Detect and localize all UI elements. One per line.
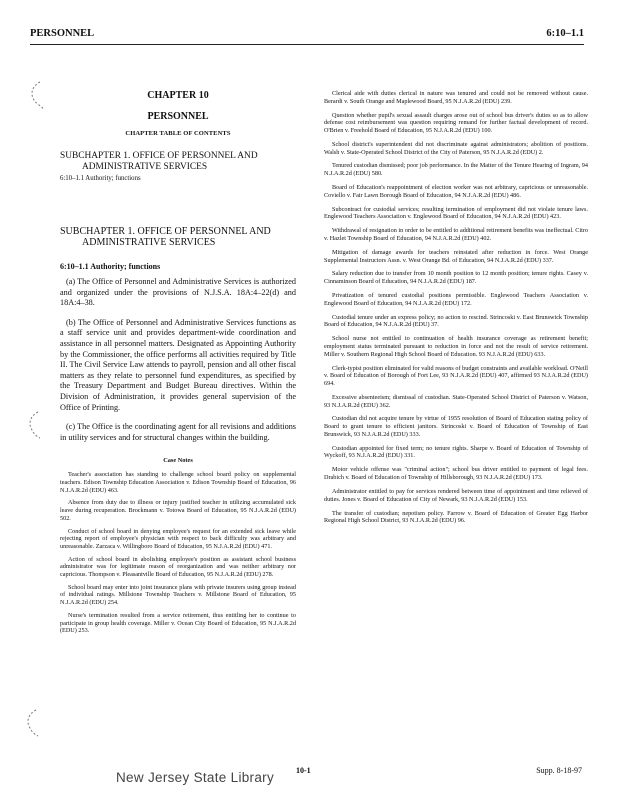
left-column bbox=[60, 90, 296, 640]
case-note: School board may enter into joint insurance plans with private insurers using group instead of individual ratings. Millstone Township Teachers v. Millstone Board of Education, 95 N.J.A.R.2d (EDU) 254. bbox=[60, 583, 296, 607]
case-note: Nurse's termination resulted from a service retirement, thus entitling her to continue to participate in group health coverage. Miller v. Ocean City Board of Education, 95 N.J.A.R.2d (EDU) 253. bbox=[60, 611, 296, 635]
subchapter-heading bbox=[60, 226, 296, 248]
case-note: Custodian appointed for fixed term; no tenure rights. Sharpe v. Board of Education of Township of Wyckoff, 93 N.J.A.R.2d (EDU) 331. bbox=[324, 444, 588, 460]
case-note: Absence from duty due to illness or injury justified teacher in utilizing accumulated sick leave during recuperation. Brockmann v. Totowa Board of Education, 95 N.J.A.R.2d (EDU) 502. bbox=[60, 499, 296, 522]
supplement-date: Supp. 8-18-97 bbox=[536, 766, 582, 775]
case-note: Withdrawal of resignation in order to be entitled to additional retirement benefits was ineffectual. Citro v. Hazlet Township Board of Education, 94 N.J.A.R.2d (EDU) 402. bbox=[324, 227, 588, 242]
case-notes-title: Case Notes bbox=[163, 457, 193, 465]
case-note: Mitigation of damage awards for teachers reinstated after reduction in force. West Orange Supplemental Instructors Assn. v. West Orange Bd. of Education, 94 N.J.A.R.2d (EDU) 337. bbox=[324, 248, 588, 264]
case-note: Conduct of school board in denying employee's request for an extended sick leave while rejecting report of employee's physician with respect to back difficulty was arbitrary and unreasonable. Zarzaca v. Willingboro Board of Education, 95 N.J.A.R.2d (EDU) 471. bbox=[60, 527, 296, 550]
paragraph-c: (c) The Office is the coordinating agent for all revisions and additions in utility services and for structural changes within the building. bbox=[60, 422, 296, 442]
case-note: School district's superintendent did not discriminate against administrators; abolition of positions. Walsh v. State-Operated School District of the City of Paterson, 95 N.J.A.R.2d (EDU) 2. bbox=[324, 140, 588, 156]
subchapter-line-1: SUBCHAPTER 1. OFFICE OF PERSONNEL AND bbox=[60, 226, 271, 237]
case-note: School nurse not entitled to continuation of health insurance coverage as retirement benefit; employment status terminated pursuant to reduction in force and not the result of service retirement. Miller v. Southern Regional High School Board of Education. 93 N.J.A.R.2d (EDU) 633. bbox=[324, 335, 588, 358]
paragraph-a: (a) The Office of Personnel and Administrative Services is authorized and organized under the provisions of N.J.S.A. 18A:4–22(d) and 18A:4–38. bbox=[60, 277, 296, 308]
case-note: Custodial tenure under an express policy; no action to rescind. Strincoski v. East Brunswick Township Board of Education, 94 N.J.A.R.2d (EDU) 37. bbox=[324, 313, 588, 329]
toc-subchapter-heading bbox=[60, 151, 296, 172]
case-note: Privatization of tenured custodial positions permissible. Englewood Teachers Association v. Englewood Board of Education, 94 N.J.A.R.2d (EDU) 172. bbox=[324, 292, 588, 307]
toc-subchapter-line-1: SUBCHAPTER 1. OFFICE OF PERSONNEL AND bbox=[60, 151, 258, 161]
running-header bbox=[30, 26, 584, 42]
case-note: Clerk-typist position eliminated for valid reasons of budget constraints and available workload. O'Neill v. Board of Education of Borough of Fort Lee, 93 N.J.A.R.2d (EDU) 407, affirmed 93 N.J.A.R.2d (EDU) 694. bbox=[324, 364, 588, 387]
case-note: The transfer of custodian; nepotism policy. Farrow v. Board of Education of Greater Egg Harbor Regional High School District, 93 N.J.A.R.2d (EDU) 96. bbox=[324, 509, 588, 525]
case-note: Excessive absenteeism; dismissal of custodian. State-Operated School District of Paterson v. Watson, 93 N.J.A.R.2d (EDU) 362. bbox=[324, 393, 588, 409]
binder-hole-mark-middle bbox=[22, 408, 44, 442]
table-of-contents-title: CHAPTER TABLE OF CONTENTS bbox=[125, 130, 231, 137]
case-note: Action of school board in abolishing employee's position as assistant school business administrator was for legitimate reason of reorganization and was neither arbitrary nor capricious. Thompson v. Pleasantville Board of Education, 95 N.J.A.R.2d (EDU) 278. bbox=[60, 555, 296, 579]
toc-entry: 6:10–1.1 Authority; functions bbox=[60, 175, 141, 182]
chapter-title: PERSONNEL bbox=[147, 111, 209, 122]
section-heading: 6:10–1.1 Authority; functions bbox=[60, 262, 161, 271]
case-note: Administrator entitled to pay for services rendered between time of appointment and time relieved of duties. Jones v. Board of Education of City of Newark, 93 N.J.A.R.2d (EDU) 153. bbox=[324, 487, 588, 503]
header-title: PERSONNEL bbox=[30, 28, 95, 39]
case-note: Board of Education's reappointment of election worker was not arbitrary, capricious or unreasonable. Coviello v. Fair Lawn Borough Board of Education, 94 N.J.A.R.2d (EDU) 486. bbox=[324, 184, 588, 199]
page-number: 10-1 bbox=[296, 766, 311, 775]
case-note: Teacher's association has standing to challenge school board policy on supplemental teachers. Edison Township Education Association v. Edison Township Board of Education, 96 N.J.A.R.2d (EDU) 463. bbox=[60, 471, 296, 494]
case-note: Salary reduction due to transfer from 10 month position to 12 month position; tenure rights. Casey v. Cinnaminson Board of Education, 94 N.J.A.R.2d (EDU) 187. bbox=[324, 270, 588, 286]
case-note: Custodian did not acquire tenure by virtue of 1955 resolution of Board of Education stating policy of Board to grant tenure to efficient janitors. Strincoski v. Board of Education of Township of East Brunswick, 93 N.J.A.R.2d (EDU) 333. bbox=[324, 415, 588, 438]
library-watermark: New Jersey State Library bbox=[116, 770, 275, 785]
case-note: Question whether pupil's sexual assault charges arose out of school bus driver's duties so as to allow defense cost reimbursement was question requiring remand for further factual development of record. O'Brien v. Freehold Board of Education, 95 N.J.A.R.2d (EDU) 100. bbox=[324, 111, 588, 134]
case-note: Tenured custodian dismissed; poor job performance. In the Matter of the Tenure Hearing of Ingram, 94 N.J.A.R.2d (EDU) 580. bbox=[324, 162, 588, 178]
case-note: Motor vehicle offense was "criminal action"; school bus driver entitled to payment of legal fees. Drabich v. Board of Education of Township of Hillsborough, 93 N.J.A.R.2d (EDU) 173. bbox=[324, 466, 588, 482]
paragraph-b: (b) The Office of Personnel and Administrative Services functions as a staff service unit and provides department-wide coordination and assistance in all personnel matters. Designated as Appointing Authority by the Commissioner, the office performs all activities required by Title II. The Civil Service Law attends to payroll, pension and all other fiscal matters as they relate to personnel fund expenditures, as specified by the Treasury Department and Budget Bureau directives. Within the Division of Administration, it provides general supervision of the Office of Printing. bbox=[60, 317, 296, 412]
header-section-number: 6:10–1.1 bbox=[546, 28, 584, 39]
case-note: Subcontract for custodial services; resulting termination of employment did not violate tenure laws. Englewood Teachers Association v. Englewood Board of Education, 94 N.J.A.R.2d (EDU) 423. bbox=[324, 205, 588, 221]
subchapter-line-2: ADMINISTRATIVE SERVICES bbox=[82, 237, 216, 248]
right-column bbox=[324, 90, 588, 531]
chapter-number: CHAPTER 10 bbox=[147, 90, 209, 101]
case-note: Clerical aide with duties clerical in nature was tenured and could not be removed without cause. Berardi v. South Orange and Maplewood Board, 95 N.J.A.R.2d (EDU) 239. bbox=[324, 90, 588, 105]
toc-subchapter-line-2: ADMINISTRATIVE SERVICES bbox=[82, 161, 208, 172]
header-rule bbox=[30, 44, 584, 45]
binder-hole-mark-top bbox=[26, 80, 48, 114]
binder-hole-mark-bottom bbox=[20, 706, 42, 740]
